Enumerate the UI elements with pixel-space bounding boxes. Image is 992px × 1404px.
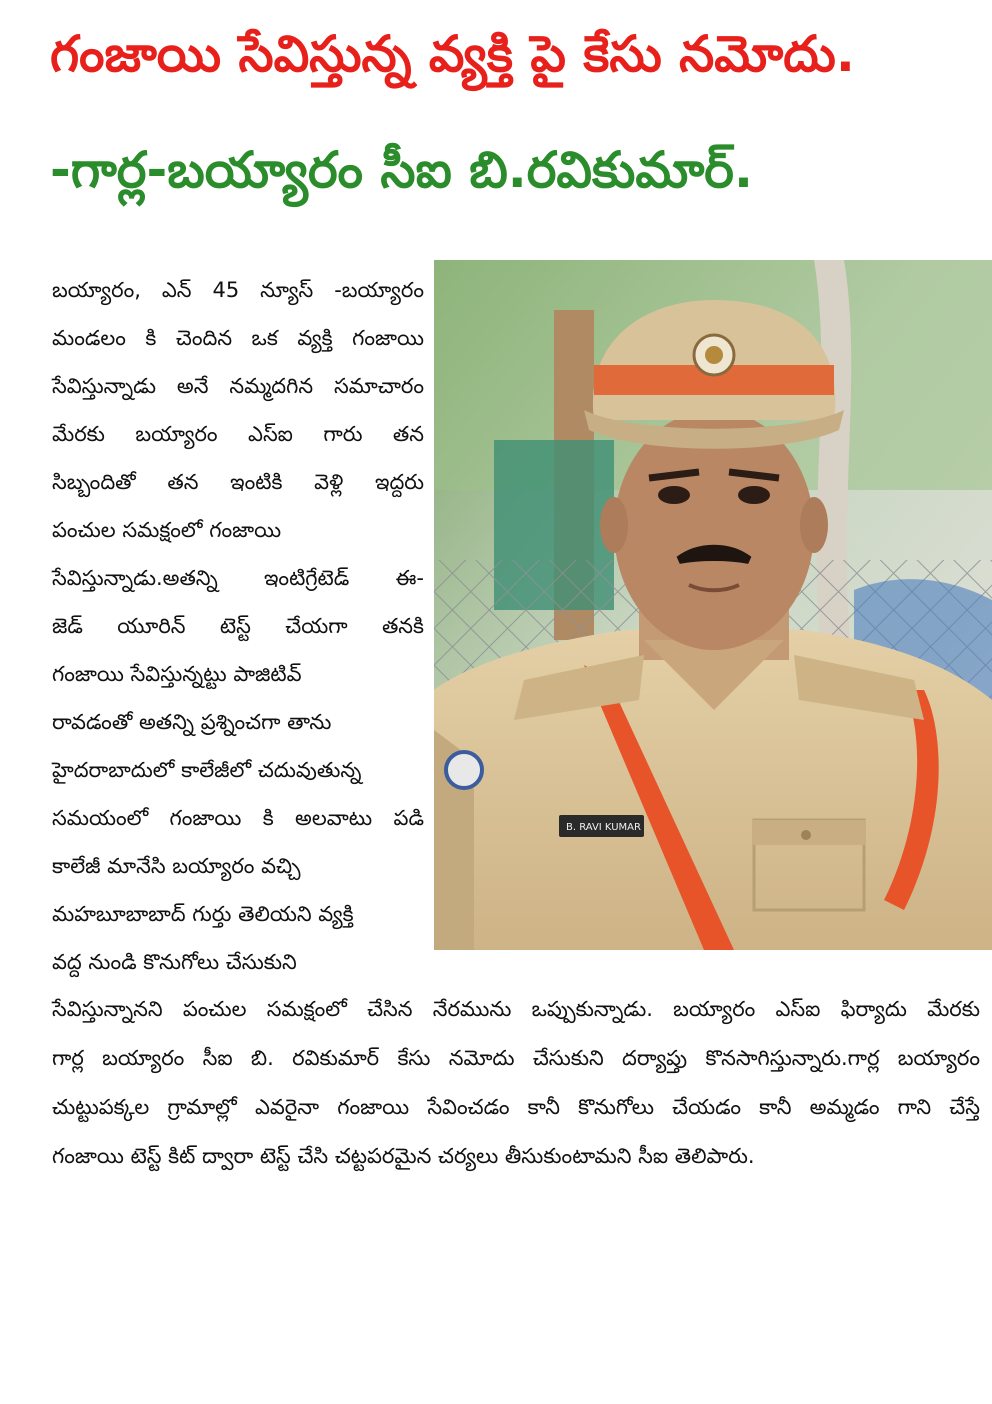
article-line: రావడంతో అతన్ని ప్రశ్నించగా తాను <box>52 710 332 734</box>
article-full-width <box>52 990 980 1186</box>
headline-line-2: -గార్ల-బయ్యారం సీఐ బి.రవికుమార్. <box>50 141 753 199</box>
article-line: పంచుల సమక్షంలో గంజాయి <box>52 518 282 542</box>
headline-line-1: గంజాయి సేవిస్తున్న వ్యక్తి పై కేసు నమోదు. <box>50 25 855 83</box>
police-officer-portrait-icon <box>434 260 992 950</box>
article-line: సేవిస్తున్నాడు అనే నమ్మదగిన సమాచారం <box>52 374 424 398</box>
article-line: హైదరాబాదులో కాలేజీలో చదువుతున్న <box>52 758 362 782</box>
article-line: బయ్యారం, ఎన్ 45 న్యూస్ -బయ్యారం <box>52 278 424 302</box>
article-line: గంజాయి సేవిస్తున్నట్టు పాజిటివ్ <box>52 662 302 686</box>
article-line: జెడ్ యూరిన్ టెస్ట్ చేయగా తనకి <box>52 614 424 638</box>
article-line: గంజాయి టెస్ట్ కిట్ ద్వారా టెస్ట్ చేసి చట్టపరమైన చర్యలు తీసుకుంటామని సీఐ తెలిపారు. <box>52 1144 755 1168</box>
article-line: సేవిస్తున్నాడు.అతన్ని ఇంటిగ్రేటెడ్ ఈ- <box>52 566 424 590</box>
article-line: సమయంలో గంజాయి కి అలవాటు పడి <box>52 806 424 830</box>
article-line: మండలం కి చెందిన ఒక వ్యక్తి గంజాయి <box>52 326 424 350</box>
article-line: మేరకు బయ్యారం ఎస్ఐ గారు తన <box>52 422 424 446</box>
article-line: సిబ్బందితో తన ఇంటికి వెళ్లి ఇద్దరు <box>52 470 424 494</box>
article-line: చుట్టుపక్కల గ్రామాల్లో ఎవరైనా గంజాయి సేవించడం కానీ కొనుగోలు చేయడం కానీ అమ్మడం గాని చేస్తే <box>52 1095 980 1119</box>
article-column <box>52 272 424 992</box>
article-line: గార్ల బయ్యారం సీఐ బి. రవికుమార్ కేసు నమోదు చేసుకుని దర్యాప్తు కొనసాగిస్తున్నారు.గార్ల బయ్యారం <box>52 1046 980 1070</box>
article-photo <box>434 260 992 950</box>
article-line: సేవిస్తున్నానని పంచుల సమక్షంలో చేసిన నేరమును ఒప్పుకున్నాడు. బయ్యారం ఎస్ఐ ఫిర్యాదు మేరకు <box>52 997 980 1021</box>
article-line: కాలేజీ మానేసి బయ్యారం వచ్చి <box>52 854 301 878</box>
article-line: వద్ద నుండి కొనుగోలు చేసుకుని <box>52 950 297 974</box>
name-tag-text: B. RAVI KUMAR <box>566 822 641 833</box>
article-line: మహబూబాబాద్ గుర్తు తెలియని వ్యక్తి <box>52 902 354 926</box>
